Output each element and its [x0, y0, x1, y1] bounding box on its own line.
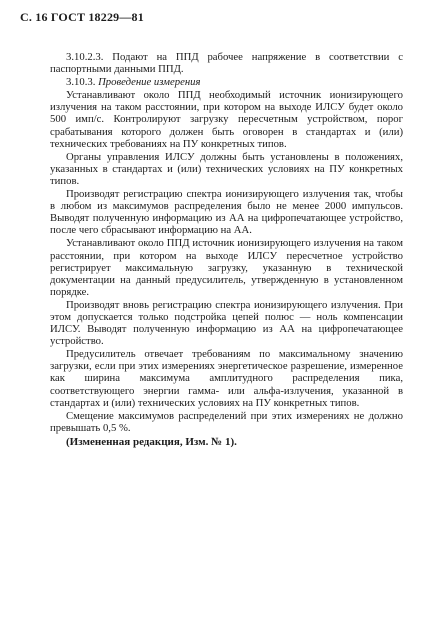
- section-title: Проведение измерения: [98, 76, 201, 89]
- amendment-note: (Измененная редакция, Изм. № 1).: [66, 435, 237, 448]
- section-heading-3-10-3: [50, 76, 403, 88]
- paragraph-requirements: Предусилитель отвечает требованиям по максимальному значению загрузки, если при этих измерениях энергетическое разрешение, измеренное как ширина максимума амплитудного распределения пика, соответствующего энергии гамма- или альфа-излучения, указанной в стандартах и (или) технических условиях на ПУ конкретных типов.: [50, 348, 403, 409]
- section-number: 3.10.3.: [66, 76, 96, 89]
- paragraph-repeat-registration: Производят вновь регистрацию спектра ионизирующего излучения. При этом допускается только подстройка цепей полюс — ноль компенсации ИЛСУ. Выводят полученную информацию из АА на цифропечатающее устройство.: [50, 298, 403, 348]
- paragraph-peak-shift: Смещение максимумов распределений при этих измерениях не должно превышать 0,5 %.: [50, 409, 403, 434]
- paragraph-3-10-2-3: 3.10.2.3. Подают на ППД рабочее напряжение в соответствии с паспортными данными ППД.: [50, 51, 403, 76]
- document-body: [50, 51, 403, 449]
- page-header: С. 16 ГОСТ 18229—81: [20, 10, 144, 24]
- paragraph-max-load-setup: Устанавливают около ППД источник ионизирующего излучения на таком расстоянии, при котором на выходе ИЛСУ пересчетное устройство регистрирует максимальную загрузку, указанную в технической документации на данный предусилитель, утвержденную в установленном порядке.: [50, 237, 403, 298]
- paragraph-controls: Органы управления ИЛСУ должны быть установлены в положениях, указанных в стандартах и (или) технических условиях на ПУ конкретных типов.: [50, 150, 403, 187]
- paragraph-spectrum-registration: Производят регистрацию спектра ионизирующего излучения так, чтобы в любом из максимумов распределения было не менее 2000 импульсов. Выводят полученную информацию из АА на цифропечатающее устройство, после чего сбрасывают информацию на АА.: [50, 188, 403, 237]
- paragraph-source-placement: Устанавливают около ППД необходимый источник ионизирующего излучения на таком расстоянии, при котором на выходе ИЛСУ будет около 500 имп/с. Контролируют загрузку пересчетным устройством, порог срабатывания которого должен быть оговорен в стандартах и (или) технических требованиях на ПУ конкретных типов.: [50, 89, 403, 150]
